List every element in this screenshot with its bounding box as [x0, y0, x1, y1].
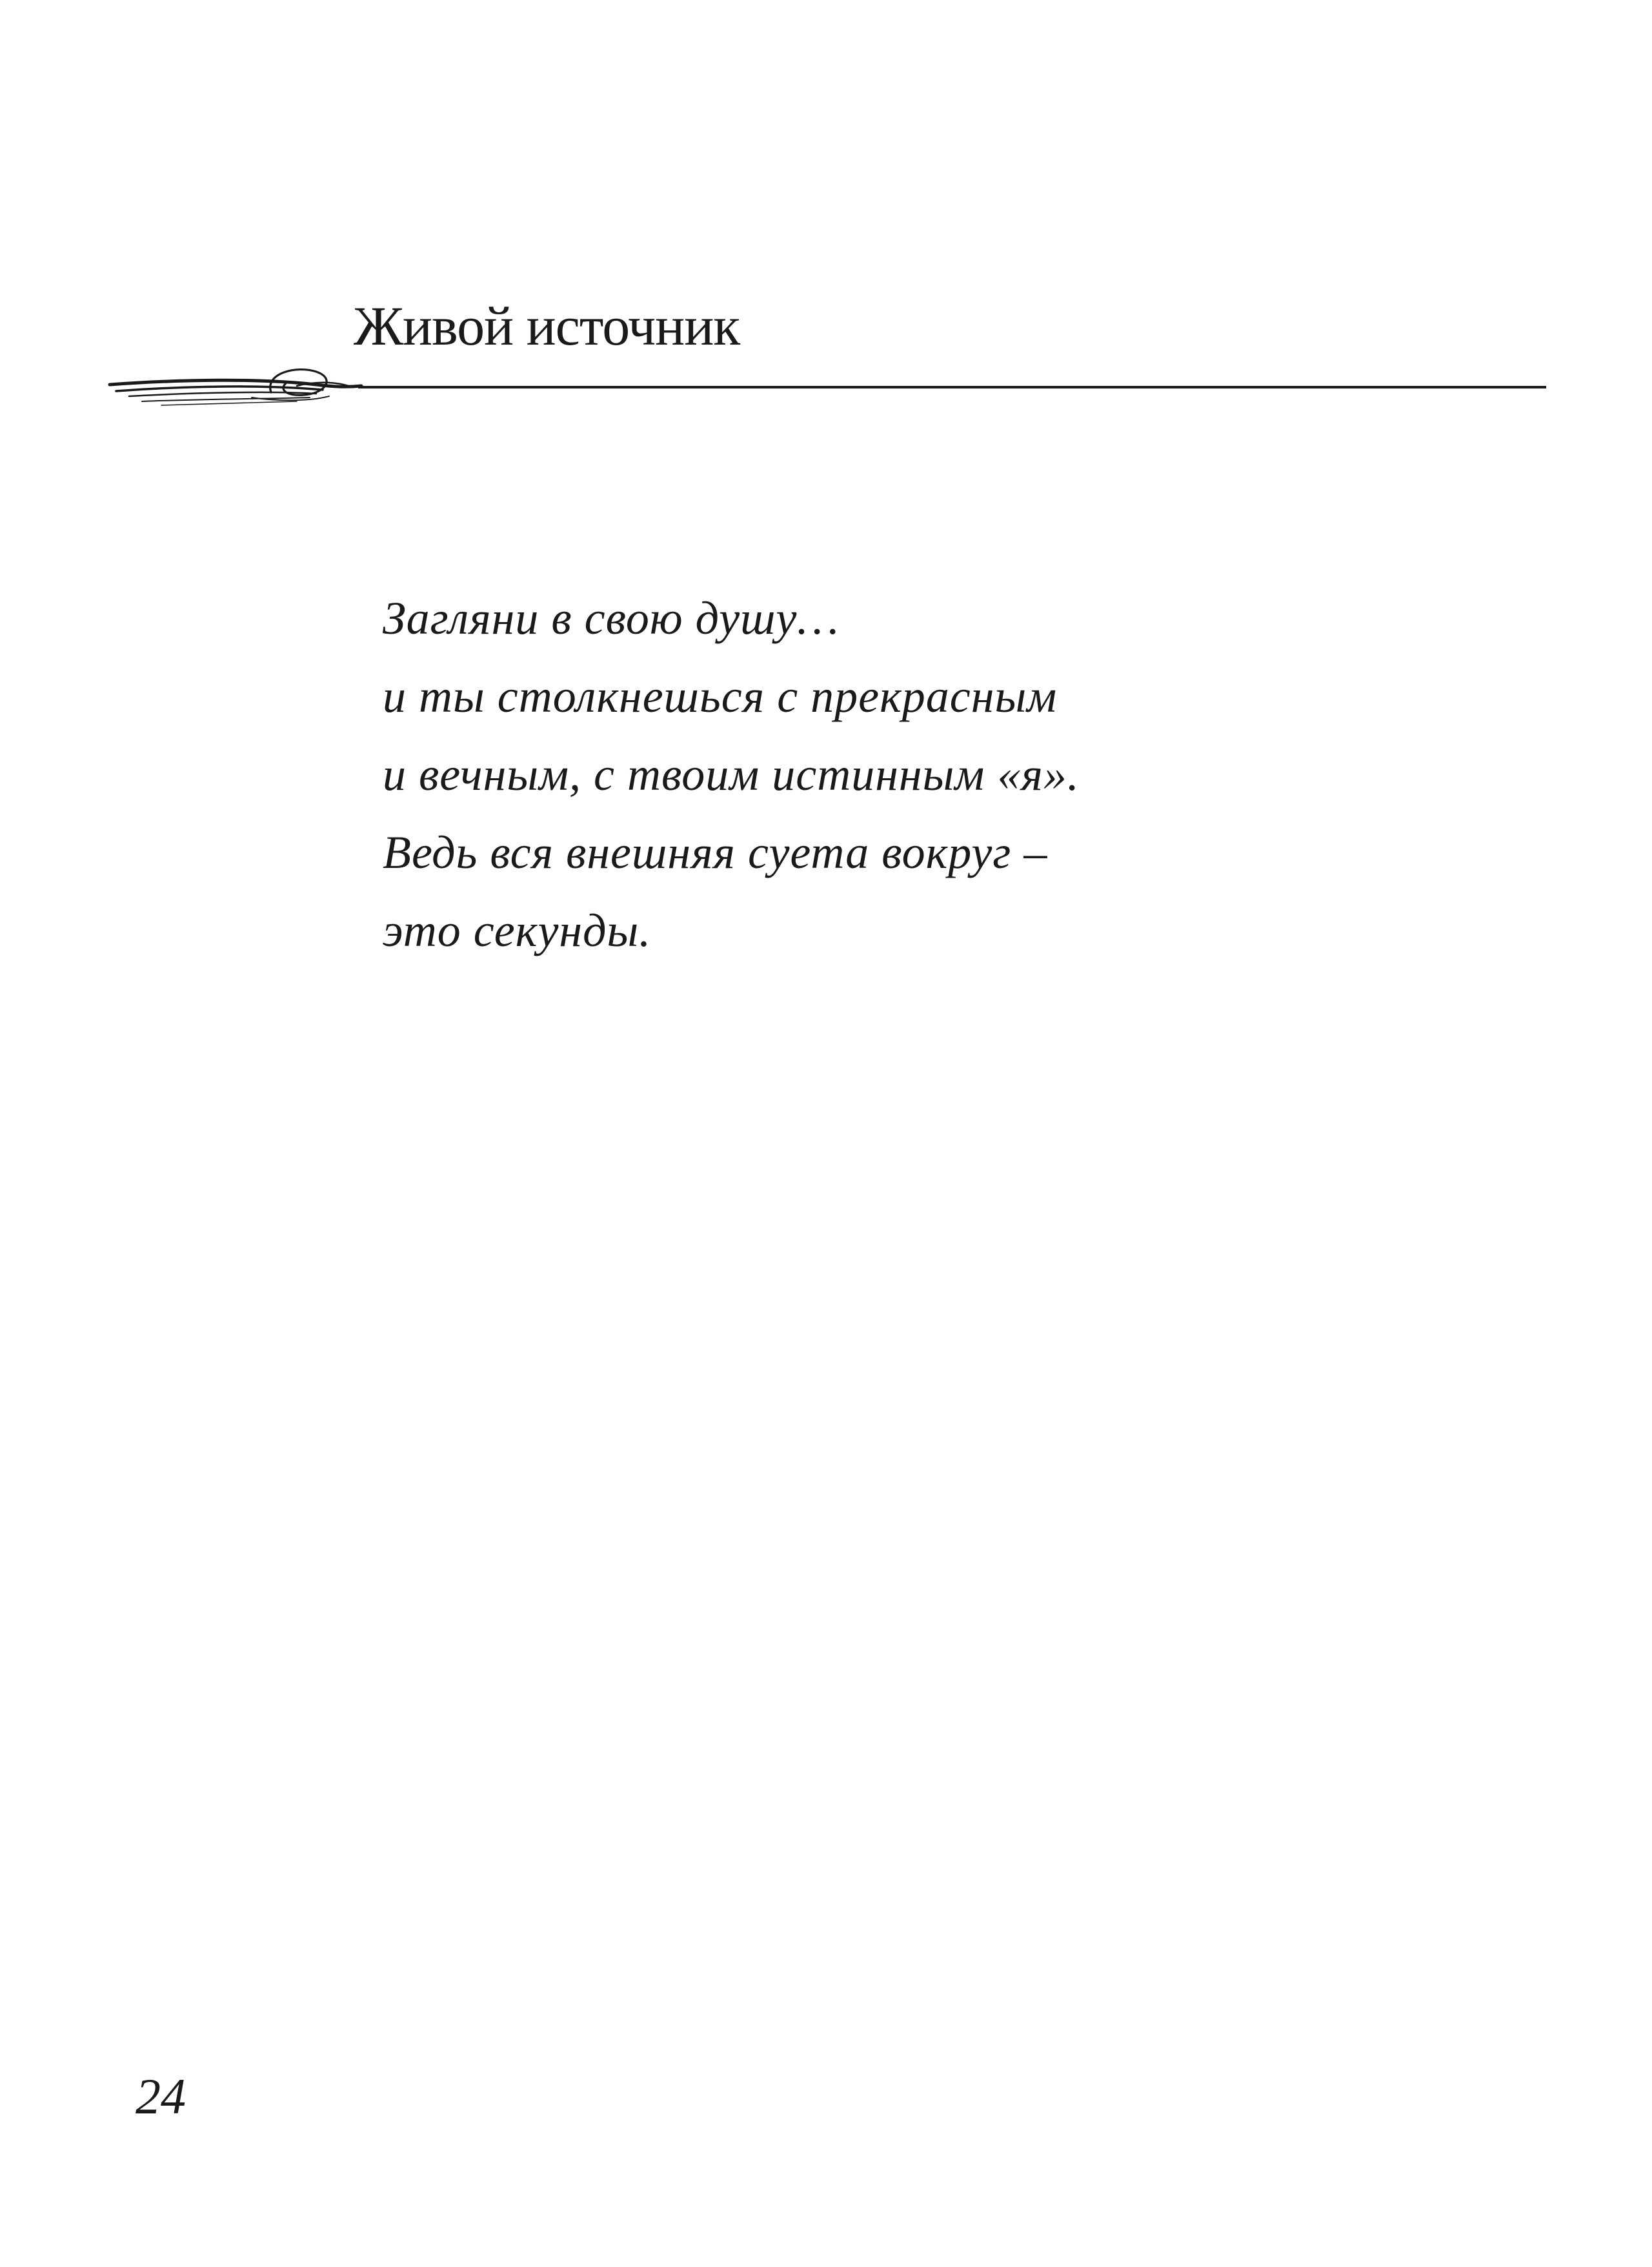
running-head-title: Живой источник: [354, 295, 740, 357]
poem-line-2: и ты столкнешься с прекрасным: [383, 670, 1058, 722]
flourish-rule-icon: [103, 347, 1549, 418]
poem-line-5: это секунды.: [383, 905, 652, 956]
page-number: 24: [136, 2068, 186, 2124]
poem-line-1: Загляни в свою душу…: [383, 592, 840, 644]
flourish-swash: [110, 370, 361, 405]
poem-line-3: и вечным, с твоим истинным «я».: [383, 749, 1080, 800]
poem-line-4: Ведь вся внешняя суета вокруг –: [383, 827, 1048, 878]
poem-text: [383, 579, 1080, 970]
